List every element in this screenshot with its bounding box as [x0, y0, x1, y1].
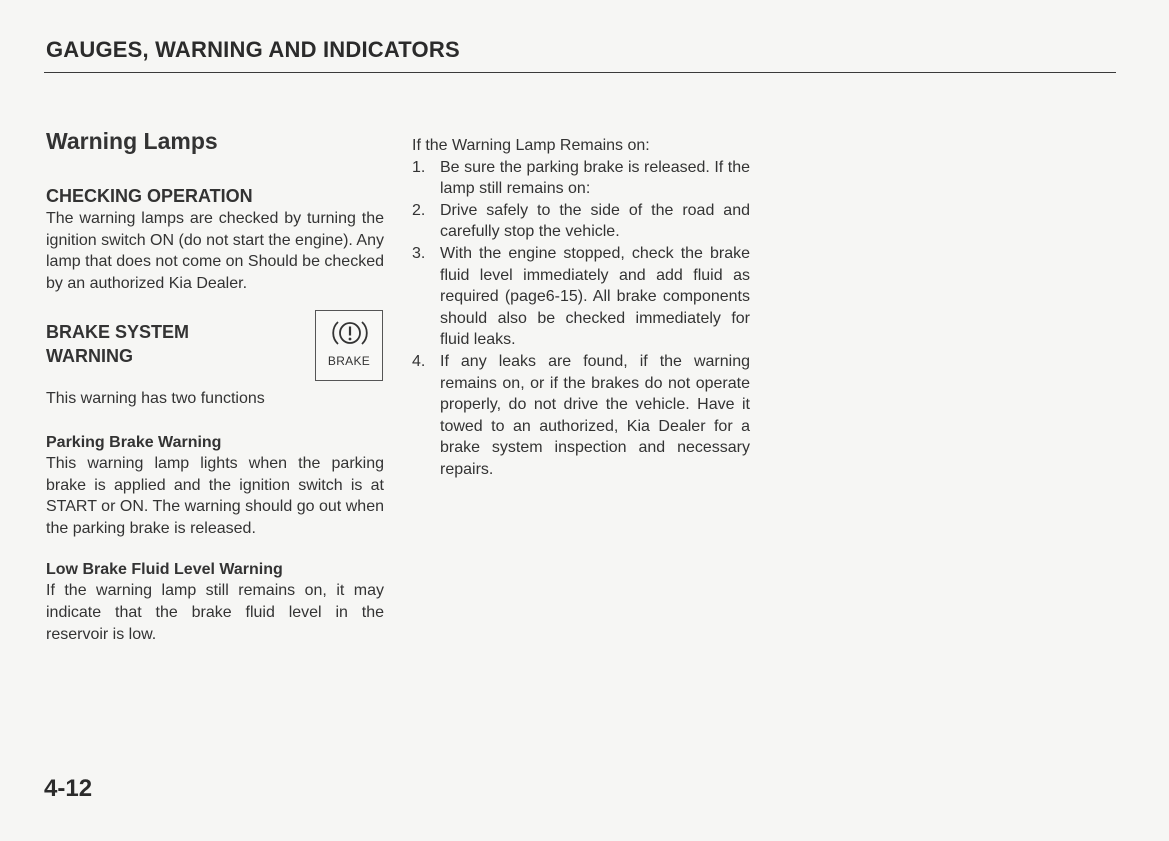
brake-system-intro: This warning has two functions	[46, 390, 265, 408]
brake-system-heading	[46, 320, 189, 368]
brake-icon-label: BRAKE	[327, 354, 371, 369]
step-text: Be sure the parking brake is released. If the lamp still remains on:	[440, 158, 750, 198]
step-text: Drive safely to the side of the road and carefully stop the vehicle.	[440, 201, 750, 241]
brake-system-heading-line2: WARNING	[46, 346, 133, 367]
remains-on-intro: If the Warning Lamp Remains on:	[412, 137, 650, 154]
checking-operation-text: The warning lamps are checked by turning the ignition switch ON (do not start the engine). Any lamp that does not come on Should be checked by an authorized Kia Dealer.	[46, 210, 384, 292]
right-column	[412, 135, 750, 481]
left-column	[46, 128, 384, 645]
step-text: With the engine stopped, check the brake fluid level immediately and add fluid as required (page6-15). All brake components should also be checked immediately for fluid leaks.	[440, 244, 750, 349]
brake-warning-icon	[330, 316, 370, 352]
parking-brake-heading: Parking Brake Warning	[46, 433, 222, 451]
list-item: 3. With the engine stopped, check the brake fluid level immediately and add fluid as required (page6-15). All brake components should also be checked immediately for fluid leaks.	[412, 243, 750, 351]
list-item: 4. If any leaks are found, if the warning remains on, or if the brakes do not operate properly, do not drive the vehicle. Have it towed to an authorized, Kia Dealer for a brake system inspection and necessary repairs.	[412, 351, 750, 481]
brake-system-block	[46, 310, 384, 382]
parking-brake-text: This warning lamp lights when the parking brake is applied and the ignition switch is at START or ON. The warning should go out when the parking brake is released.	[46, 454, 384, 537]
list-item: 2. Drive safely to the side of the road and carefully stop the vehicle.	[412, 200, 750, 243]
page-number: 4-12	[44, 775, 93, 802]
section-title: Warning Lamps	[46, 128, 218, 154]
checking-operation-heading: CHECKING OPERATION	[46, 186, 253, 206]
page-header-title: GAUGES, WARNING AND INDICATORS	[46, 37, 460, 62]
step-text: If any leaks are found, if the warning remains on, or if the brakes do not operate properly, do not drive the vehicle. Have it towed to an authorized, Kia Dealer for a brake system inspection and necessary repairs.	[440, 352, 750, 478]
low-fluid-heading: Low Brake Fluid Level Warning	[46, 561, 283, 579]
low-fluid-text: If the warning lamp still remains on, it may indicate that the brake fluid level in the reservoir is low.	[46, 582, 384, 643]
brake-system-heading-line1: BRAKE SYSTEM	[46, 322, 190, 343]
header-divider	[44, 72, 1116, 73]
brake-warning-symbol	[315, 310, 383, 381]
steps-list	[412, 157, 750, 481]
list-item: 1. Be sure the parking brake is released. If the lamp still remains on:	[412, 157, 750, 200]
